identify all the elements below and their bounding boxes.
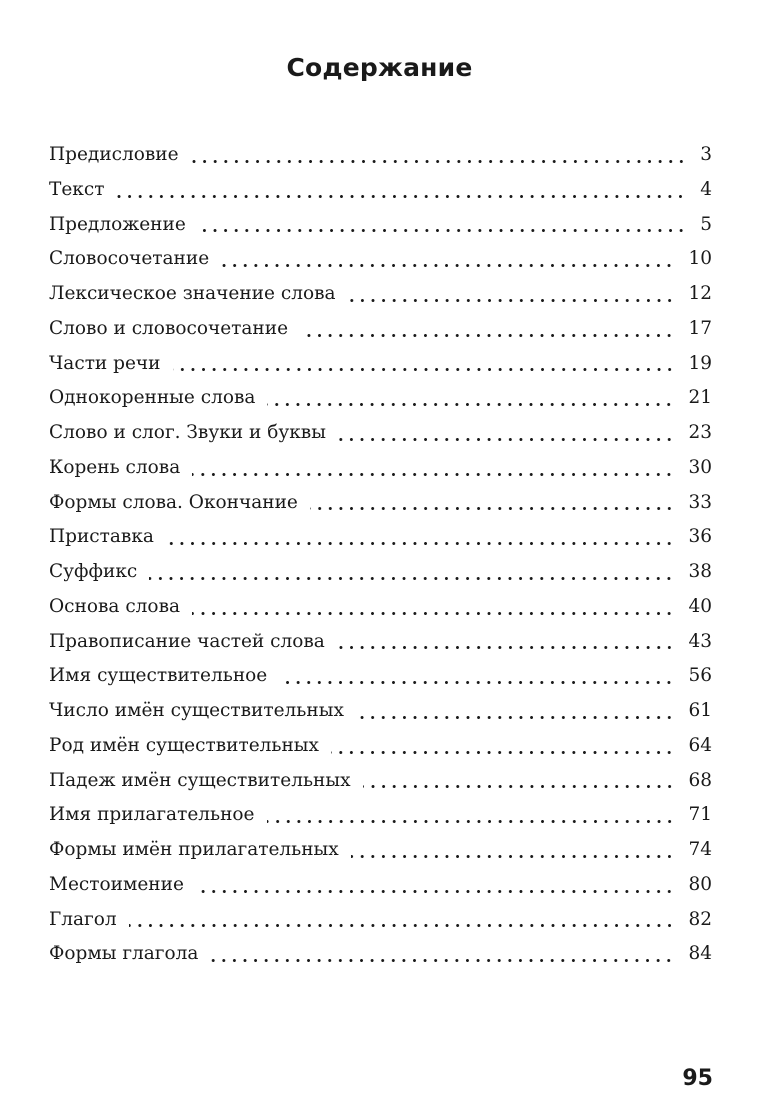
dot-leader [338,438,675,441]
toc-entry-page: 80 [688,873,712,895]
toc-entry-page: 17 [688,317,712,339]
toc-entry-label: Основа слова [49,595,181,617]
toc-entry-label: Имя прилагательное [49,804,255,826]
toc-entry-label: Части речи [49,352,161,374]
toc-entry-label: Текст [49,178,105,200]
toc-entry-page: 40 [688,595,712,617]
toc-entry-page: 21 [688,387,712,409]
toc-entry [49,347,712,382]
toc-entry [49,625,712,660]
dot-leader [337,646,675,649]
toc-entry-page: 23 [688,422,712,443]
dot-leader [210,959,674,962]
toc-entry-page: 19 [688,352,712,374]
page-number: 95 [682,1066,713,1091]
dot-leader [166,542,675,545]
toc-entry-label: Приставка [49,526,154,548]
dot-leader [348,299,675,302]
dot-leader [279,681,674,684]
dot-leader [198,229,686,232]
toc-entry [49,694,712,729]
toc-entry-page: 84 [688,943,712,965]
toc-entry-page: 36 [688,526,712,548]
toc-entry-page: 68 [688,769,712,791]
toc-entry-page: 4 [700,178,712,200]
dot-leader [351,855,675,858]
page-title: Содержание [286,52,473,82]
toc-entry-label: Местоимение [49,873,184,895]
toc-entry-page: 3 [700,144,712,165]
toc-entry [49,173,712,208]
toc-entry [49,520,712,555]
dot-leader [192,473,674,476]
toc-entry-page: 74 [688,839,712,860]
toc-entry-label: Род имён существительных [49,734,319,756]
toc-entry-page: 56 [688,665,712,687]
dot-leader [363,785,675,788]
toc-entry-label: Суффикс [49,561,138,582]
toc-entry [49,416,712,451]
toc-entry [49,729,712,764]
dot-leader [267,403,674,406]
toc-entry [49,277,712,312]
toc-entry-label: Однокоренные слова [49,387,256,409]
toc-entry [49,555,712,590]
toc-entry [49,208,712,243]
toc-entry [49,659,712,694]
dot-leader [310,507,675,510]
toc-entry-page: 61 [688,700,712,721]
toc-entry [49,590,712,625]
toc-entry-page: 82 [688,908,712,930]
dot-leader [129,924,675,927]
toc-entry [49,312,712,347]
dot-leader [331,751,674,754]
toc-entry [49,764,712,799]
toc-entry-label: Слово и слог. Звуки и буквы [49,422,326,443]
toc-entry-page: 33 [688,491,712,513]
toc-entry-label: Словосочетание [49,248,210,270]
toc-entry [49,903,712,938]
toc-entry-page: 10 [688,248,712,270]
toc-entry [49,138,712,173]
toc-entry [49,451,712,486]
dot-leader [196,890,675,893]
toc-entry [49,486,712,521]
dot-leader [300,334,674,337]
toc-entry [49,242,712,277]
toc-entry-page: 30 [688,456,712,478]
dot-leader [173,368,675,371]
toc-entry-label: Формы имён прилагательных [49,839,339,860]
toc-entry-page: 71 [688,804,712,826]
toc-entry-page: 12 [688,283,712,304]
toc-entry-page: 64 [688,734,712,756]
toc-entry-page: 43 [688,630,712,652]
toc-entry-label: Предложение [49,213,186,235]
toc-entry-label: Слово и словосочетание [49,317,289,339]
toc-entry-label: Падеж имён существительных [49,769,351,791]
dot-leader [356,716,675,719]
dot-leader [221,264,674,267]
dot-leader [116,195,686,198]
dot-leader [192,612,674,615]
toc-entry-label: Формы слова. Окончание [49,491,298,513]
toc-entry-label: Предисловие [49,144,179,165]
toc-entry-label: Формы глагола [49,943,199,965]
toc-entry-label: Правописание частей слова [49,630,325,652]
toc-entry-label: Глагол [49,908,117,930]
toc-entry [49,833,712,868]
toc-entry [49,868,712,903]
table-of-contents [49,138,712,972]
dot-leader [267,820,675,823]
toc-entry [49,798,712,833]
toc-entry [49,937,712,972]
toc-entry-label: Число имён существительных [49,700,344,721]
toc-entry [49,381,712,416]
toc-entry-page: 38 [688,561,712,582]
toc-entry-page: 5 [700,213,712,235]
toc-entry-label: Корень слова [49,456,181,478]
toc-entry-label: Имя существительное [49,665,268,687]
dot-leader [149,577,674,580]
toc-entry-label: Лексическое значение слова [49,283,336,304]
dot-leader [191,160,687,163]
